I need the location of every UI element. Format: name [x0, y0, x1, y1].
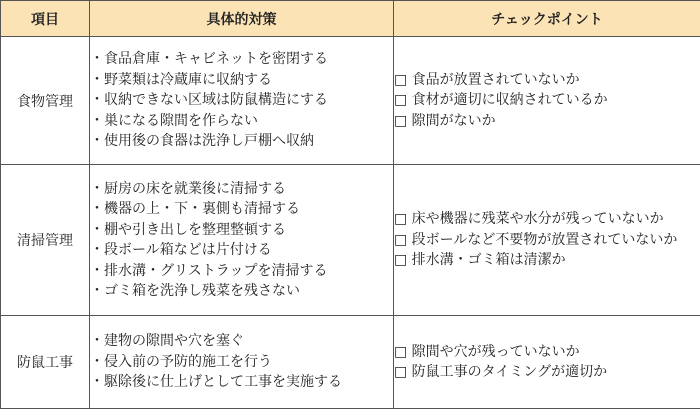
checkpoint-item: □ 排水溝・ゴミ箱は清潔か: [394, 250, 700, 271]
measure-item: ・建物の隙間や穴を塞ぐ: [90, 331, 393, 352]
category-cell: 防鼠工事: [1, 316, 90, 409]
header-checkpoints: チェックポイント: [394, 1, 700, 37]
measure-item: ・棚や引き出しを整理整頓する: [90, 220, 393, 241]
measure-item: ・駆除後に仕上げとして工事を実施する: [90, 372, 393, 393]
measures-cell: [90, 316, 394, 409]
measures-cell: [90, 165, 394, 316]
measures-cell: [90, 37, 394, 165]
checkpoint-item: □ 食品が放置されていないか: [394, 70, 700, 91]
measure-item: ・食品倉庫・キャビネットを密閉する: [90, 49, 393, 70]
table-row-food: [1, 37, 700, 165]
measure-item: ・機器の上・下・裏側も清掃する: [90, 199, 393, 220]
checkpoint-item: □ 防鼠工事のタイミングが適切か: [394, 362, 700, 383]
measure-item: ・厨房の床を就業後に清掃する: [90, 179, 393, 200]
table-row-rodent-proofing: [1, 316, 700, 409]
measure-item: ・段ボール箱などは片付ける: [90, 240, 393, 261]
checkpoint-item: □ 床や機器に残菜や水分が残っていないか: [394, 209, 700, 230]
measure-item: ・排水溝・グリストラップを清掃する: [90, 261, 393, 282]
category-cell: 食物管理: [1, 37, 90, 165]
table-row-cleaning: [1, 165, 700, 316]
measure-item: ・巣になる隙間を作らない: [90, 111, 393, 132]
header-measures: 具体的対策: [90, 1, 394, 37]
measure-item: ・侵入前の予防的施工を行う: [90, 352, 393, 373]
checkpoint-item: □ 隙間がないか: [394, 111, 700, 132]
header-row: [1, 1, 700, 37]
measure-item: ・収納できない区域は防鼠構造にする: [90, 90, 393, 111]
checkpoint-item: □ 段ボールなど不要物が放置されていないか: [394, 230, 700, 251]
measure-item: ・使用後の食器は洗浄し戸棚へ収納: [90, 131, 393, 152]
checkpoints-cell: [394, 165, 700, 316]
measure-item: ・野菜類は冷蔵庫に収納する: [90, 70, 393, 91]
checkpoint-item: □ 食材が適切に収納されているか: [394, 90, 700, 111]
category-cell: 清掃管理: [1, 165, 90, 316]
header-item: 項目: [1, 1, 90, 37]
checkpoints-cell: [394, 316, 700, 409]
checkpoint-item: □ 隙間や穴が残っていないか: [394, 342, 700, 363]
measure-item: ・ゴミ箱を洗浄し残菜を残さない: [90, 281, 393, 302]
checkpoints-cell: [394, 37, 700, 165]
